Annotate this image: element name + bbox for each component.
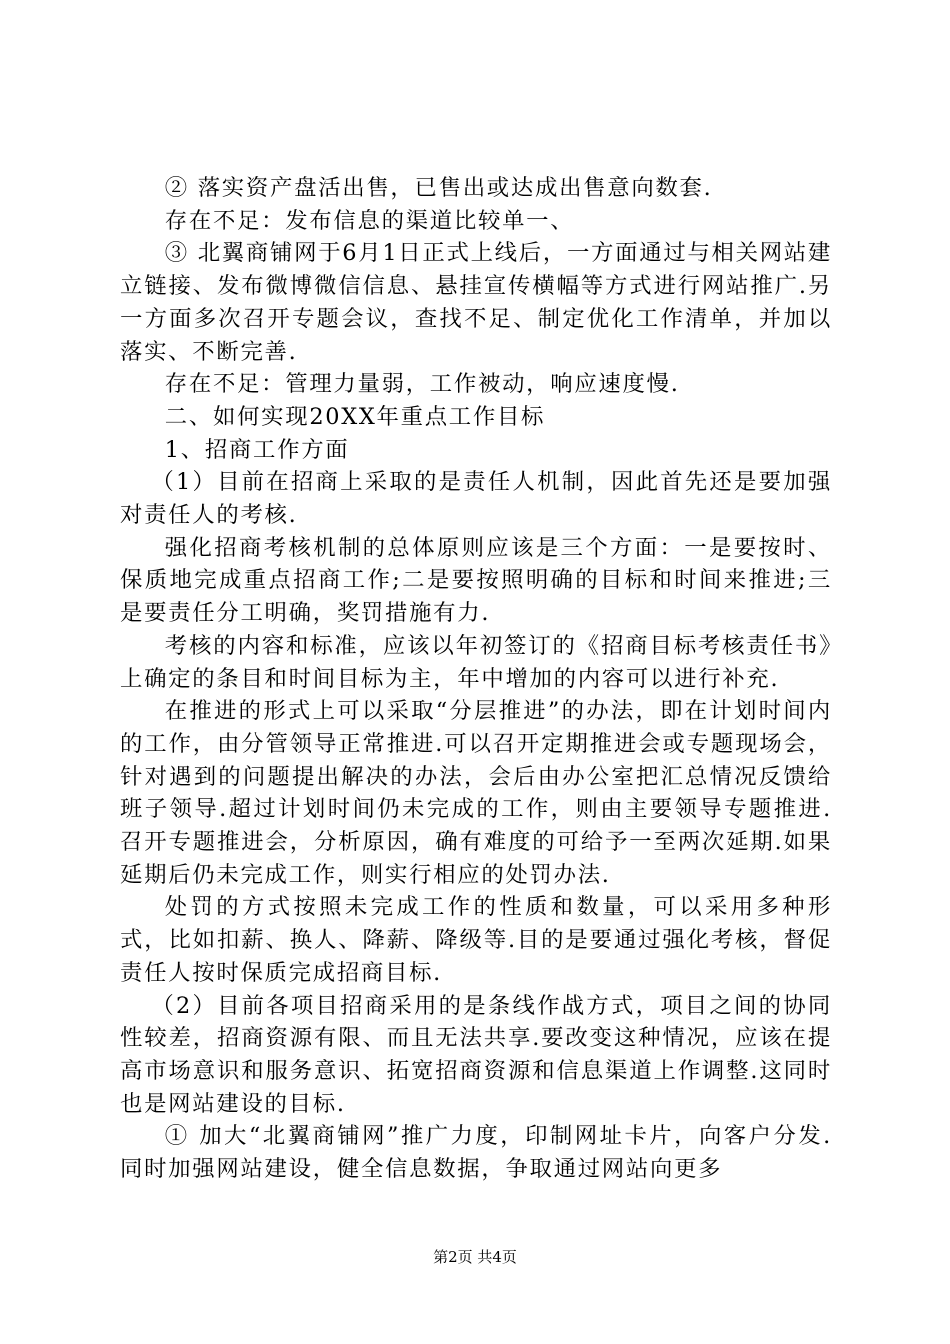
section-heading-goals: 二、如何实现20XX年重点工作目标: [164, 403, 546, 430]
paragraph-coordination: （2）目前各项目招商采用的是条线作战方式，项目之间的协同性较差，招商资源有限、而且无法共享.要改变这种情况，应该在提高市场意识和服务意识、拓宽招商资源和信息渠道上作调整.这同时也是网站建设的目标.: [120, 992, 832, 1117]
paragraph-shortcoming-management: 存在不足：管理力量弱，工作被动，响应速度慢.: [164, 371, 680, 398]
paragraph-assessment-principles: 强化招商考核机制的总体原则应该是三个方面：一是要按时、保质地完成重点招商工作;二是要按照明确的目标和时间来推进;三是要责任分工明确，奖罚措施有力.: [120, 534, 832, 627]
paragraph-penalties: 处罚的方式按照未完成工作的性质和数量，可以采用多种形式，比如扣薪、换人、降薪、降级等.目的是要通过强化考核，督促责任人按时保质完成招商目标.: [120, 894, 832, 986]
paragraph-shortcoming-channels: 存在不足：发布信息的渠道比较单一、: [164, 207, 575, 234]
paragraph-asset-sale: ② 落实资产盘活出售，已售出或达成出售意向数套.: [164, 175, 713, 201]
paragraph-website-launch: ③ 北翼商铺网于6月1日正式上线后，一方面通过与相关网站建立链接、发布微博微信信息、悬挂宣传横幅等方式进行网站推广.另一方面多次召开专题会议，查找不足、制定优化工作清单，并加以落实、不断完善.: [120, 240, 832, 365]
paragraph-assessment-content: 考核的内容和标准，应该以年初签订的《招商目标考核责任书》上确定的条目和时间目标为主，年中增加的内容可以进行补充.: [120, 632, 832, 692]
document-body: [120, 172, 832, 1186]
paragraph-layered-promotion: 在推进的形式上可以采取“分层推进”的办法，即在计划时间内的工作，由分管领导正常推进.可以召开定期推进会或专题现场会，针对遇到的问题提出解决的办法，会后由办公室把汇总情况反馈给班子领导.超过计划时间仍未完成的工作，则由主要领导专题推进.召开专题推进会，分析原因，确有难度的可给予一至两次延期.如果延期后仍未完成工作，则实行相应的处罚办法.: [120, 698, 832, 888]
page-footer: 第2页 共4页: [433, 1248, 517, 1266]
paragraph-responsibility-mechanism: （1）目前在招商上采取的是责任人机制，因此首先还是要加强对责任人的考核.: [120, 469, 832, 529]
subsection-heading-investment: 1、招商工作方面: [164, 436, 350, 463]
paragraph-website-promotion: ① 加大“北翼商铺网”推广力度，印制网址卡片，向客户分发.同时加强网站建设，健全信息数据，争取通过网站向更多: [120, 1123, 832, 1183]
